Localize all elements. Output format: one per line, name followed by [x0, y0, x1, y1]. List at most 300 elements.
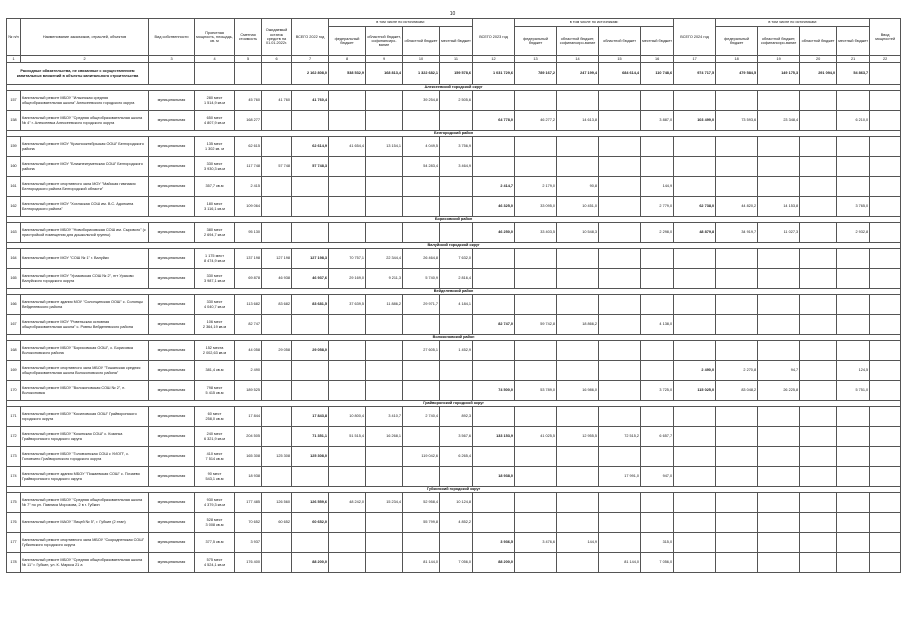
row-number: 171: [7, 407, 21, 427]
value-cell: 41 760,4: [292, 91, 329, 111]
total-value-cell: [870, 63, 901, 85]
value-cell: [329, 533, 366, 553]
capacity: 330 мест 4 040,7 кв.м: [195, 295, 235, 315]
header-regional: областной бюджет: [800, 27, 837, 56]
value-cell: 45 760: [235, 91, 262, 111]
column-number: 4: [195, 56, 235, 63]
ownership-type: муниципальная: [149, 493, 195, 513]
value-cell: [870, 341, 901, 361]
value-cell: [800, 269, 837, 289]
row-number: 175: [7, 493, 21, 513]
value-cell: [758, 533, 800, 553]
value-cell: 11 027,3: [758, 223, 800, 243]
table-row: [7, 157, 901, 177]
value-cell: [515, 137, 557, 157]
value-cell: [674, 533, 716, 553]
value-cell: [800, 513, 837, 533]
value-cell: [674, 341, 716, 361]
total-value-cell: [235, 63, 262, 85]
value-cell: [262, 315, 292, 335]
value-cell: [599, 341, 641, 361]
value-cell: 70 757,1: [329, 249, 366, 269]
object-name: Капитальный ремонт МОУ "Ровеньская основная общеобразовательная школа" с. Ровны Вейделевского района: [21, 315, 149, 335]
ownership-type: муниципальная: [149, 295, 195, 315]
object-name: Капитальный ремонт спортивного зала МОУ "Майская гимназия Белгородского района Белгородской области": [21, 177, 149, 197]
value-cell: [800, 295, 837, 315]
value-cell: 17 843,8: [292, 407, 329, 427]
section-title: Губкинский городской округ: [7, 487, 901, 493]
section-title: Алексеевский городской округ: [7, 85, 901, 91]
header-cost: Сметная стоимость: [235, 19, 262, 56]
row-number: 170: [7, 381, 21, 401]
table-row: [7, 315, 901, 335]
object-name: Капитальный ремонт МОУ "Краснооктябрьская ООШ" Белгородского района: [21, 137, 149, 157]
value-cell: [870, 137, 901, 157]
value-cell: 71 351,1: [292, 427, 329, 447]
header-regional-cofin: областной бюджет, софинансиро-вание: [758, 27, 800, 56]
capacity: 650 мест 4 807,9 кв.м: [195, 111, 235, 131]
value-cell: [837, 407, 870, 427]
value-cell: [800, 553, 837, 573]
value-cell: [473, 269, 515, 289]
value-cell: [716, 467, 758, 487]
value-cell: [292, 467, 329, 487]
value-cell: [870, 553, 901, 573]
value-cell: [870, 223, 901, 243]
value-cell: [758, 177, 800, 197]
capacity: 60 мест 258,0 кв.м: [195, 407, 235, 427]
header-capacity: Проектная мощность, площадь, кв. м: [195, 19, 235, 56]
value-cell: [515, 157, 557, 177]
value-cell: [837, 513, 870, 533]
header-remaining: Ожидаемый остаток средств на 01.01.2022г.: [262, 19, 292, 56]
value-cell: [599, 513, 641, 533]
total-value-cell: 479 584,5: [716, 63, 758, 85]
table-row: [7, 493, 901, 513]
value-cell: [641, 361, 674, 381]
value-cell: [800, 249, 837, 269]
value-cell: [870, 467, 901, 487]
capacity: 380 мест 2 694,7 кв.м: [195, 223, 235, 243]
value-cell: [366, 513, 403, 533]
value-cell: [329, 197, 366, 217]
value-cell: 2 298,0: [641, 223, 674, 243]
ownership-type: муниципальная: [149, 223, 195, 243]
value-cell: [716, 137, 758, 157]
value-cell: [870, 427, 901, 447]
ownership-type: муниципальная: [149, 269, 195, 289]
capacity: 357,7 кв.м: [195, 177, 235, 197]
value-cell: [403, 381, 440, 401]
value-cell: [599, 157, 641, 177]
value-cell: [870, 157, 901, 177]
value-cell: 81 144,0: [599, 553, 641, 573]
value-cell: [716, 533, 758, 553]
value-cell: [473, 91, 515, 111]
value-cell: [366, 223, 403, 243]
total-value-cell: 974 717,5: [674, 63, 716, 85]
value-cell: [674, 427, 716, 447]
value-cell: 126 560: [262, 493, 292, 513]
value-cell: [557, 467, 599, 487]
value-cell: 2 490,0: [674, 361, 716, 381]
value-cell: 26 464,8: [403, 249, 440, 269]
header-sources-2022: в том числе по источникам:: [329, 19, 473, 27]
value-cell: 127 198,3: [292, 249, 329, 269]
row-number: 160: [7, 157, 21, 177]
object-name: Капитальный ремонт здания МОУ "Солонцинская ООШ" с. Солонцы Вейделевского района: [21, 295, 149, 315]
value-cell: 18 938: [235, 467, 262, 487]
value-cell: [599, 177, 641, 197]
value-cell: [329, 341, 366, 361]
value-cell: [716, 177, 758, 197]
value-cell: [515, 249, 557, 269]
value-cell: [641, 137, 674, 157]
value-cell: 3 937: [235, 533, 262, 553]
value-cell: 18 866,2: [557, 315, 599, 335]
value-cell: [515, 553, 557, 573]
column-number: 1: [7, 56, 21, 63]
value-cell: [641, 513, 674, 533]
value-cell: [641, 157, 674, 177]
value-cell: [800, 533, 837, 553]
value-cell: 133 153,9: [473, 427, 515, 447]
value-cell: [473, 157, 515, 177]
value-cell: 73 593,6: [716, 111, 758, 131]
page-number: 10: [449, 11, 456, 17]
value-cell: 41 025,5: [515, 427, 557, 447]
table-row: [7, 427, 901, 447]
value-cell: [329, 553, 366, 573]
value-cell: 2 505,6: [440, 91, 473, 111]
value-cell: [262, 553, 292, 573]
ownership-type: муниципальная: [149, 341, 195, 361]
row-number: 169: [7, 361, 21, 381]
value-cell: [716, 269, 758, 289]
value-cell: [674, 407, 716, 427]
section-title: Борисовский район: [7, 217, 901, 223]
section-title: Вейделевский район: [7, 289, 901, 295]
value-cell: [403, 197, 440, 217]
row-number: 158: [7, 111, 21, 131]
object-name: Капитальный ремонт МБОУ "Козинская СОШ" с. Козинка Грайворонского городского округа: [21, 427, 149, 447]
value-cell: [366, 361, 403, 381]
value-cell: [837, 493, 870, 513]
value-cell: [599, 295, 641, 315]
capacity: 240 мест 6 321,9 кв.м: [195, 427, 235, 447]
value-cell: 137 198: [235, 249, 262, 269]
value-cell: 46 250,0: [473, 223, 515, 243]
value-cell: [515, 341, 557, 361]
value-cell: [473, 361, 515, 381]
value-cell: [641, 269, 674, 289]
object-name: Капитальный ремонт МБОУ "Ильинская средняя общеобразовательная школа" Алексеевского городского округа: [21, 91, 149, 111]
value-cell: [473, 341, 515, 361]
column-number: 17: [674, 56, 716, 63]
value-cell: [440, 361, 473, 381]
value-cell: 83 681,5: [292, 295, 329, 315]
table-row: [7, 137, 901, 157]
value-cell: 176 400: [235, 553, 262, 573]
value-cell: [515, 447, 557, 467]
table-row: [7, 447, 901, 467]
value-cell: [403, 467, 440, 487]
value-cell: [403, 533, 440, 553]
row-number: 159: [7, 137, 21, 157]
column-number: 20: [800, 56, 837, 63]
value-cell: 3 476,6: [515, 533, 557, 553]
value-cell: [557, 295, 599, 315]
value-cell: [557, 513, 599, 533]
financing-table: [6, 18, 901, 573]
header-federal: федеральный бюджет: [329, 27, 366, 56]
section-title: Валуйский городской округ: [7, 243, 901, 249]
ownership-type: муниципальная: [149, 361, 195, 381]
value-cell: [870, 447, 901, 467]
value-cell: 7 056,0: [641, 553, 674, 573]
value-cell: [674, 513, 716, 533]
value-cell: [800, 137, 837, 157]
object-name: Капитальный ремонт МБОУ "Средняя общеобразовательная школа № 7" по ул. Павлика Морозова, 2 в г. Губкин: [21, 493, 149, 513]
value-cell: 3 756,9: [440, 137, 473, 157]
value-cell: [262, 467, 292, 487]
value-cell: [758, 407, 800, 427]
capacity: 930 мест 4 379,3 кв.м: [195, 493, 235, 513]
value-cell: [557, 447, 599, 467]
value-cell: 74 500,0: [473, 381, 515, 401]
value-cell: [262, 223, 292, 243]
value-cell: [557, 493, 599, 513]
value-cell: 29 971,7: [403, 295, 440, 315]
ownership-type: муниципальная: [149, 467, 195, 487]
value-cell: [515, 361, 557, 381]
value-cell: 29 169,0: [329, 269, 366, 289]
value-cell: 6 657,7: [641, 427, 674, 447]
value-cell: 4 184,1: [440, 295, 473, 315]
value-cell: [366, 177, 403, 197]
value-cell: 2 179,0: [515, 177, 557, 197]
value-cell: 2 816,4: [440, 269, 473, 289]
value-cell: 127 198: [262, 249, 292, 269]
value-cell: [292, 111, 329, 131]
value-cell: 26 225,8: [758, 381, 800, 401]
value-cell: [674, 447, 716, 467]
value-cell: [758, 447, 800, 467]
table-row: [7, 407, 901, 427]
value-cell: 17 991,0: [599, 467, 641, 487]
value-cell: [870, 111, 901, 131]
value-cell: 119 042,6: [403, 447, 440, 467]
value-cell: [366, 341, 403, 361]
value-cell: 3 936,5: [473, 533, 515, 553]
section-title: Волоконовский район: [7, 335, 901, 341]
value-cell: [329, 447, 366, 467]
object-name: Капитальный ремонт спортивного зала МБОУ "Скородненская СОШ" Губкинского городского округа: [21, 533, 149, 553]
value-cell: [758, 269, 800, 289]
total-value-cell: 247 199,4: [557, 63, 599, 85]
value-cell: [440, 111, 473, 131]
value-cell: [366, 315, 403, 335]
value-cell: [870, 269, 901, 289]
value-cell: [366, 467, 403, 487]
ownership-type: муниципальная: [149, 381, 195, 401]
value-cell: 144,9: [641, 177, 674, 197]
value-cell: [758, 467, 800, 487]
row-number: 176: [7, 513, 21, 533]
value-cell: [557, 407, 599, 427]
row-number: 178: [7, 553, 21, 573]
value-cell: 29 058,0: [292, 341, 329, 361]
value-cell: [870, 177, 901, 197]
value-cell: 892,3: [440, 407, 473, 427]
ownership-type: муниципальная: [149, 315, 195, 335]
value-cell: [674, 493, 716, 513]
value-cell: 2 740,4: [403, 407, 440, 427]
value-cell: 3 765,0: [837, 197, 870, 217]
value-cell: [800, 315, 837, 335]
value-cell: [329, 361, 366, 381]
header-no: № п/п: [7, 19, 21, 56]
value-cell: 82 747,0: [473, 315, 515, 335]
value-cell: [758, 315, 800, 335]
value-cell: 4 852,2: [440, 513, 473, 533]
object-name: Капитальный ремонт МОУ "СОШ № 1" г. Валуйки: [21, 249, 149, 269]
value-cell: [329, 111, 366, 131]
value-cell: 62 615: [235, 137, 262, 157]
object-name: Капитальный ремонт МБОУ "Борисовская ООШ", с. Борисовка Волоконовского района: [21, 341, 149, 361]
object-name: Капитальный ремонт МБОУ "Косиловская ООШ" Грайворонского городского округа: [21, 407, 149, 427]
header-local: местный бюджет: [440, 27, 473, 56]
value-cell: [262, 197, 292, 217]
value-cell: [292, 197, 329, 217]
capacity: 381,4 кв.м: [195, 361, 235, 381]
value-cell: [292, 223, 329, 243]
value-cell: 2 779,0: [641, 197, 674, 217]
value-cell: [716, 553, 758, 573]
value-cell: [870, 249, 901, 269]
value-cell: [641, 295, 674, 315]
value-cell: [557, 269, 599, 289]
value-cell: 17 844: [235, 407, 262, 427]
value-cell: [366, 91, 403, 111]
value-cell: 144,9: [557, 533, 599, 553]
value-cell: [557, 553, 599, 573]
value-cell: [515, 493, 557, 513]
value-cell: [837, 315, 870, 335]
row-number: 163: [7, 223, 21, 243]
value-cell: [837, 177, 870, 197]
total-value-cell: 291 094,0: [800, 63, 837, 85]
value-cell: [599, 111, 641, 131]
value-cell: 10 124,8: [440, 493, 473, 513]
header-local: местный бюджет: [837, 27, 870, 56]
value-cell: [329, 177, 366, 197]
value-cell: [800, 447, 837, 467]
value-cell: [716, 341, 758, 361]
value-cell: [870, 361, 901, 381]
value-cell: [473, 407, 515, 427]
value-cell: [674, 295, 716, 315]
value-cell: [515, 467, 557, 487]
value-cell: [329, 381, 366, 401]
object-name: Капитальный ремонт спортивного зала МБОУ "Тишанская средняя общеобразовательная школа Волоконовского района": [21, 361, 149, 381]
value-cell: [641, 447, 674, 467]
table-row: [7, 341, 901, 361]
ownership-type: муниципальная: [149, 533, 195, 553]
value-cell: 90,8: [557, 177, 599, 197]
value-cell: [440, 533, 473, 553]
column-number: 10: [403, 56, 440, 63]
value-cell: 37 639,5: [329, 295, 366, 315]
value-cell: 189 525: [235, 381, 262, 401]
value-cell: 39 254,8: [403, 91, 440, 111]
ownership-type: муниципальная: [149, 553, 195, 573]
ownership-type: муниципальная: [149, 137, 195, 157]
value-cell: [641, 341, 674, 361]
value-cell: [262, 533, 292, 553]
total-value-cell: 2 162 808,0: [292, 63, 329, 85]
value-cell: 88 200,0: [292, 553, 329, 573]
row-number: 172: [7, 427, 21, 447]
value-cell: [440, 315, 473, 335]
header-federal: федеральный бюджет: [515, 27, 557, 56]
value-cell: [870, 533, 901, 553]
value-cell: [329, 467, 366, 487]
value-cell: 124,5: [837, 361, 870, 381]
value-cell: [329, 223, 366, 243]
value-cell: [870, 91, 901, 111]
header-sources-2023: в том числе по источникам:: [515, 19, 674, 27]
section-title: Белгородский район: [7, 131, 901, 137]
table-row: [7, 513, 901, 533]
value-cell: [599, 447, 641, 467]
value-cell: 22 344,4: [366, 249, 403, 269]
value-cell: 2 932,8: [837, 223, 870, 243]
value-cell: [800, 111, 837, 131]
value-cell: [674, 249, 716, 269]
value-cell: 126 559,6: [292, 493, 329, 513]
table-row: [7, 269, 901, 289]
value-cell: [870, 197, 901, 217]
value-cell: [557, 249, 599, 269]
value-cell: [557, 137, 599, 157]
value-cell: 46 277,2: [515, 111, 557, 131]
value-cell: [262, 407, 292, 427]
value-cell: [674, 157, 716, 177]
header-commissioning: Ввод мощностей: [870, 19, 901, 56]
table-row: [7, 249, 901, 269]
value-cell: [837, 249, 870, 269]
row-number: 157: [7, 91, 21, 111]
header-total-2023: ВСЕГО 2023 год: [473, 19, 515, 56]
value-cell: [515, 407, 557, 427]
value-cell: 6 210,0: [837, 111, 870, 131]
value-cell: 6 265,4: [440, 447, 473, 467]
capacity: 528 мест 3 008 кв.м: [195, 513, 235, 533]
value-cell: [403, 223, 440, 243]
total-value-cell: [262, 63, 292, 85]
value-cell: [292, 533, 329, 553]
value-cell: [716, 407, 758, 427]
value-cell: 33 095,0: [515, 197, 557, 217]
value-cell: 69 878: [235, 269, 262, 289]
value-cell: [403, 315, 440, 335]
value-cell: [800, 157, 837, 177]
capacity: 90 мест 543,1 кв.м: [195, 467, 235, 487]
value-cell: 204 505: [235, 427, 262, 447]
value-cell: [557, 91, 599, 111]
value-cell: 44 058: [235, 341, 262, 361]
